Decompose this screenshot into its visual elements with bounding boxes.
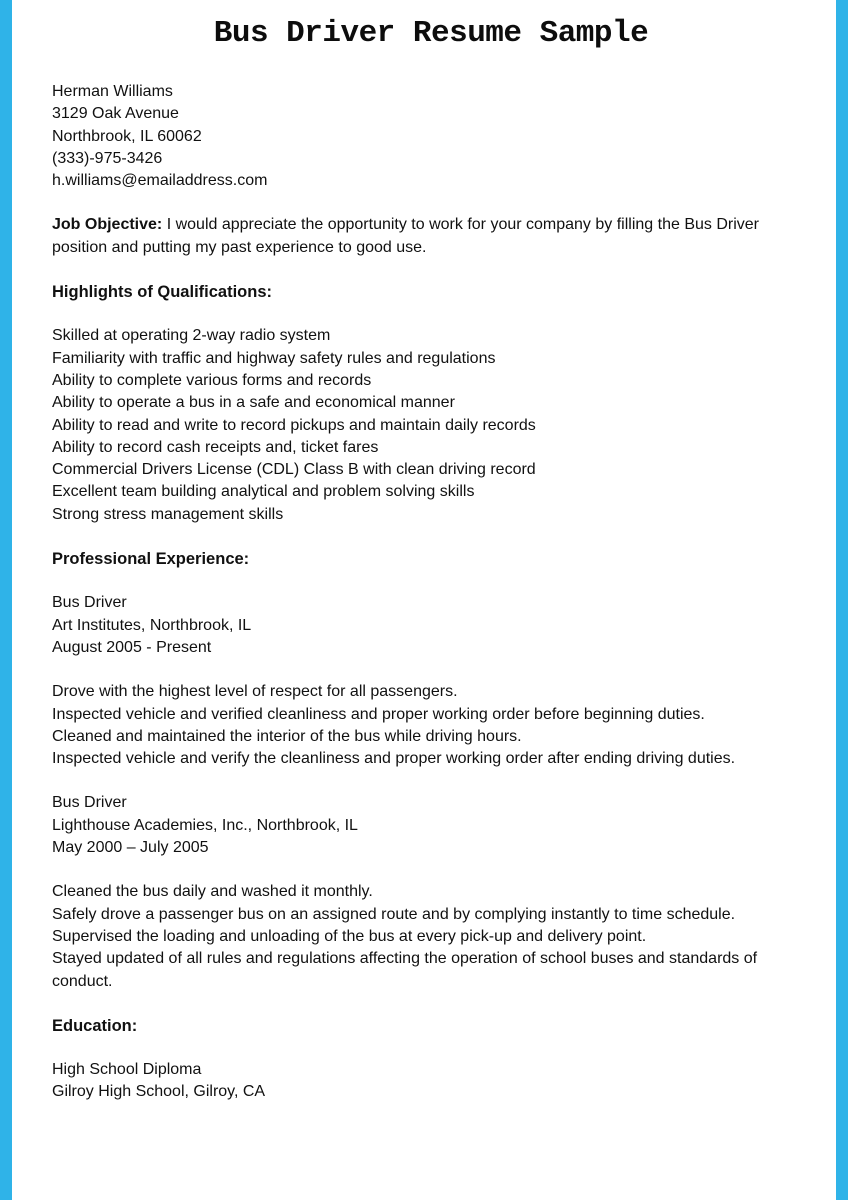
contact-name: Herman Williams xyxy=(52,83,173,100)
job-header xyxy=(52,792,810,859)
job-employer: Art Institutes, Northbrook, IL xyxy=(52,616,252,634)
job-duties xyxy=(52,881,810,992)
contact-email: h.williams@emailaddress.com xyxy=(52,172,268,190)
contact-phone: (333)-975-3426 xyxy=(52,149,163,167)
job-duty: Drove with the highest level of respect for all passengers. xyxy=(52,683,458,701)
education-heading-block xyxy=(52,1015,810,1037)
job-duty: Inspected vehicle and verified cleanliness and proper working order before beginning duties. xyxy=(52,705,705,723)
job-duty: Cleaned and maintained the interior of the bus while driving hours. xyxy=(52,727,522,745)
qualification-item: Ability to read and write to record pickups and maintain daily records xyxy=(52,416,536,434)
job-title: Bus Driver xyxy=(52,794,127,812)
qualification-item: Ability to complete various forms and records xyxy=(52,371,372,389)
education-list xyxy=(52,1059,810,1104)
job-duty: Inspected vehicle and verify the cleanliness and proper working order after ending driving duties. xyxy=(52,750,736,768)
education-item: High School Diploma xyxy=(52,1061,202,1079)
resume-content xyxy=(12,0,836,1146)
job-duties xyxy=(52,681,810,770)
qualifications-heading-block xyxy=(52,281,810,303)
education-heading: Education: xyxy=(52,1016,138,1035)
job-duty: Stayed updated of all rules and regulations affecting the operation of school buses and standards of conduct. xyxy=(52,950,758,990)
qualification-item: Strong stress management skills xyxy=(52,505,284,523)
contact-block xyxy=(52,81,810,192)
job-employer: Lighthouse Academies, Inc., Northbrook, IL xyxy=(52,816,358,834)
job-objective-label: Job Objective: xyxy=(52,216,163,234)
job-duty: Cleaned the bus daily and washed it monthly. xyxy=(52,883,373,901)
qualifications-list xyxy=(52,325,810,526)
page-title: Bus Driver Resume Sample xyxy=(213,16,649,51)
qualification-item: Skilled at operating 2-way radio system xyxy=(52,327,331,345)
qualification-item: Ability to record cash receipts and, ticket fares xyxy=(52,438,379,456)
contact-address-line1: 3129 Oak Avenue xyxy=(52,105,179,123)
job-objective xyxy=(52,214,810,259)
qualification-item: Excellent team building analytical and problem solving skills xyxy=(52,483,475,501)
contact-address-line2: Northbrook, IL 60062 xyxy=(52,127,202,145)
job-dates: August 2005 - Present xyxy=(52,638,212,656)
qualification-item: Familiarity with traffic and highway safety rules and regulations xyxy=(52,349,496,367)
qualification-item: Commercial Drivers License (CDL) Class B with clean driving record xyxy=(52,461,536,479)
qualifications-heading: Highlights of Qualifications: xyxy=(52,283,272,302)
job-header xyxy=(52,592,810,659)
job-duty: Supervised the loading and unloading of the bus at every pick-up and delivery point. xyxy=(52,927,647,945)
qualification-item: Ability to operate a bus in a safe and economical manner xyxy=(52,394,455,412)
education-item: Gilroy High School, Gilroy, CA xyxy=(52,1083,266,1101)
job-title: Bus Driver xyxy=(52,594,127,612)
job-objective-text: I would appreciate the opportunity to work for your company by filling the Bus Driver position and putting my past experience to good use. xyxy=(52,216,759,256)
job-duty: Safely drove a passenger bus on an assigned route and by complying instantly to time schedule. xyxy=(52,905,736,923)
experience-heading: Professional Experience: xyxy=(52,550,250,569)
job-dates: May 2000 – July 2005 xyxy=(52,839,209,857)
experience-heading-block xyxy=(52,548,810,570)
